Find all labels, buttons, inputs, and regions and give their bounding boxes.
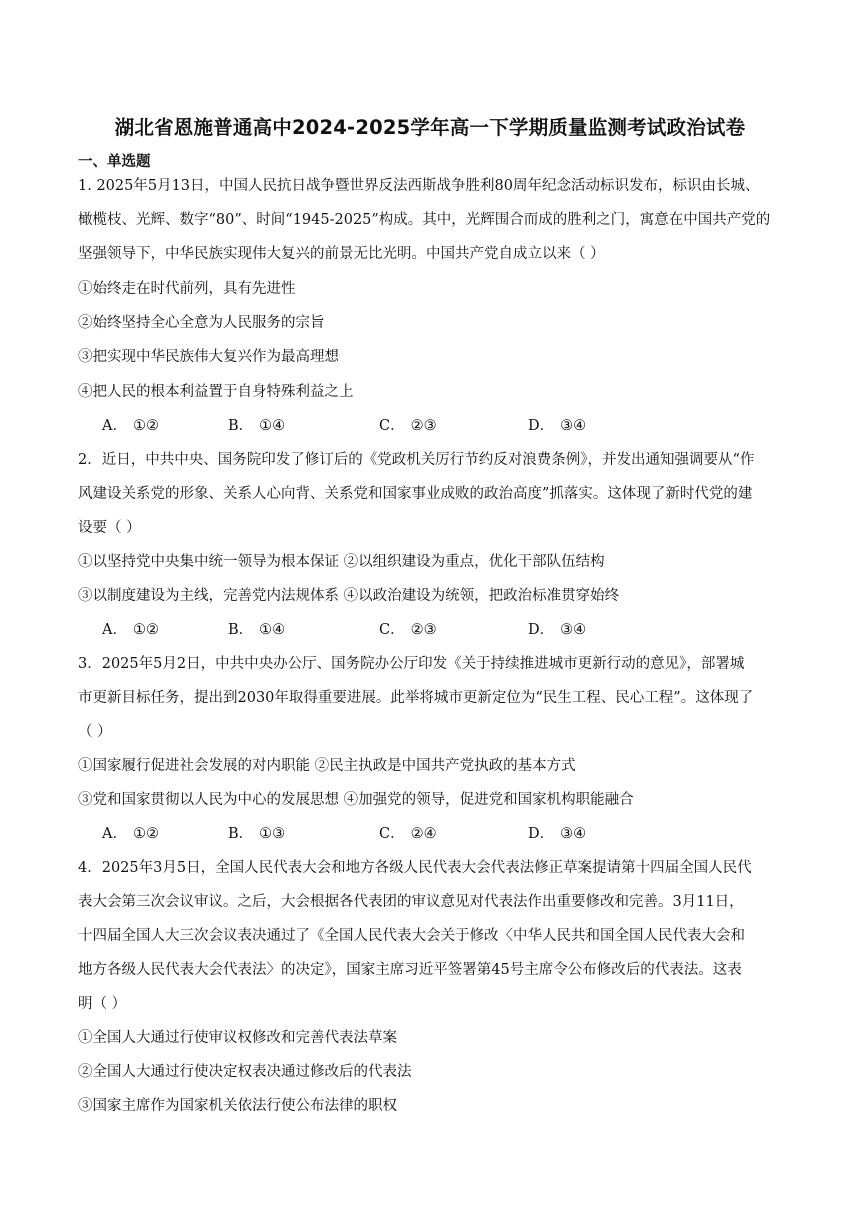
- q3-item: ①国家履行促进社会发展的对内职能 ②民主执政是中国共产党执政的基本方式: [78, 758, 576, 774]
- q4-stem-line: 表大会第三次会议审议。之后，大会根据各代表团的审议意见对代表法作出重要修改和完善。3月11日，: [78, 894, 744, 910]
- q4-stem-line: 地方各级人民代表大会代表法〉的决定》，国家主席习近平签署第45号主席令公布修改后的代表法。这表: [78, 962, 742, 978]
- q2-item: ①以坚持党中央集中统一领导为根本保证 ②以组织建设为重点，优化干部队伍结构: [78, 554, 605, 570]
- q3-option-b: B． ①③: [228, 826, 286, 842]
- q1-item: ③把实现中华民族伟大复兴作为最高理想: [78, 349, 339, 365]
- q1-item: ①始终走在时代前列，具有先进性: [78, 281, 296, 297]
- q1-option-d: D． ③④: [528, 418, 587, 434]
- q4-item: ②全国人大通过行使决定权表决通过修改后的代表法: [78, 1064, 412, 1080]
- q1-stem-line: 橄榄枝、光辉、数字“80”、时间“1945-2025”构成。其中，光辉围合而成的胜利之门，寓意在中国共产党的: [78, 212, 771, 228]
- q4-item: ③国家主席作为国家机关依法行使公布法律的职权: [78, 1098, 397, 1114]
- q3-stem-line: 市更新目标任务，提出到2030年取得重要进展。此举将城市更新定位为“民生工程、民心工程”。这体现了: [78, 690, 754, 706]
- section-heading: 一、单选题: [78, 154, 151, 170]
- q3-option-d: D． ③④: [528, 826, 587, 842]
- q2-stem-line: 设要（ ）: [78, 520, 141, 536]
- exam-title: 湖北省恩施普通高中2024-2025学年高一下学期质量监测考试政治试卷: [114, 116, 746, 139]
- q4-stem-line: 明（ ）: [78, 996, 127, 1012]
- q3-option-c: C． ②④: [379, 826, 437, 842]
- q2-option-a: A． ①②: [102, 622, 159, 638]
- q3-stem-line: （ ）: [78, 724, 112, 740]
- q2-stem-line: 风建设关系党的形象、关系人心向背、关系党和国家事业成败的政治高度”抓落实。这体现了新时代党的建: [78, 486, 753, 502]
- q3-option-a: A． ①②: [102, 826, 159, 842]
- q1-stem-line: 坚强领导下，中华民族实现伟大复兴的前景无比光明。中国共产党自成立以来（ ）: [78, 246, 605, 262]
- q2-item: ③以制度建设为主线，完善党内法规体系 ④以政治建设为统领，把政治标准贯穿始终: [78, 588, 620, 604]
- q1-stem-line: 1. 2025年5月13日，中国人民抗日战争暨世界反法西斯战争胜利80周年纪念活动标识发布，标识由长城、: [78, 178, 760, 194]
- q1-item: ②始终坚持全心全意为人民服务的宗旨: [78, 315, 325, 331]
- q3-item: ③党和国家贯彻以人民为中心的发展思想 ④加强党的领导，促进党和国家机构职能融合: [78, 792, 634, 808]
- q2-stem-line: 2．近日，中共中央、国务院印发了修订后的《党政机关厉行节约反对浪费条例》，并发出通知强调要从“作: [78, 452, 755, 468]
- q4-stem-line: 十四届全国人大三次会议表决通过了《全国人民代表大会关于修改〈中华人民共和国全国人民代表大会和: [78, 928, 745, 944]
- q3-stem-line: 3．2025年5月2日，中共中央办公厅、国务院办公厅印发《关于持续推进城市更新行动的意见》，部署城: [78, 656, 745, 672]
- q2-option-b: B． ①④: [228, 622, 286, 638]
- q4-item: ①全国人大通过行使审议权修改和完善代表法草案: [78, 1030, 397, 1046]
- q1-option-a: A． ①②: [102, 418, 159, 434]
- q1-item: ④把人民的根本利益置于自身特殊利益之上: [78, 384, 354, 400]
- q2-option-d: D． ③④: [528, 622, 587, 638]
- q1-option-b: B． ①④: [228, 418, 286, 434]
- q4-stem-line: 4．2025年3月5日，全国人民代表大会和地方各级人民代表大会代表法修正草案提请第十四届全国人民代: [78, 860, 752, 876]
- q2-option-c: C． ②③: [379, 622, 437, 638]
- q1-option-c: C． ②③: [379, 418, 437, 434]
